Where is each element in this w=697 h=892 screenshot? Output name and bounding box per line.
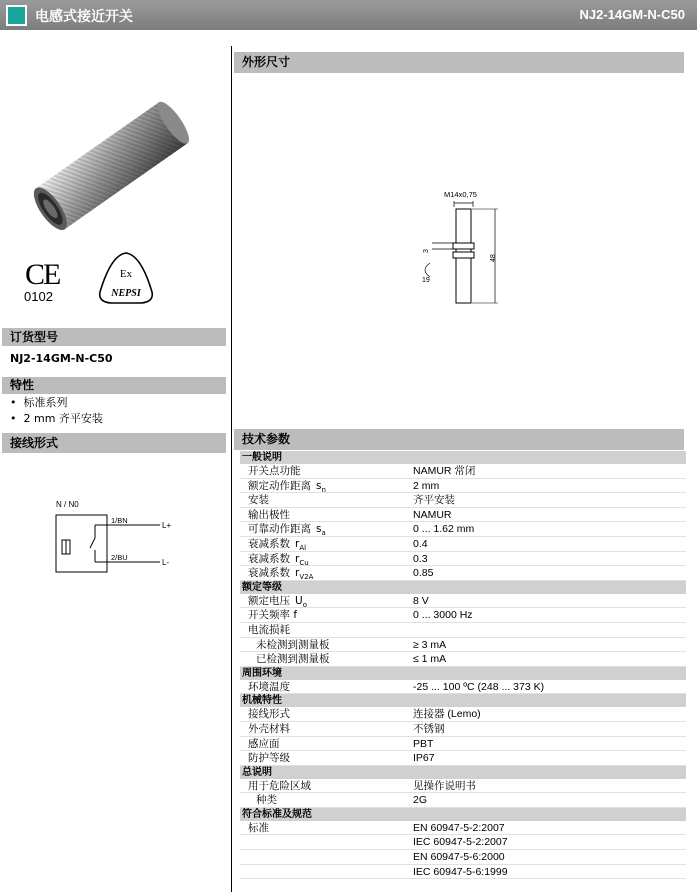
tech-value: 8 V [413,594,429,607]
tech-key: 电流损耗 [248,623,290,636]
tech-key [240,865,413,879]
dims-heading: 外形尺寸 [234,52,684,73]
order-heading: 订货型号 [2,328,226,346]
tech-value: 不锈钢 [413,722,445,735]
tech-value: 齐平安装 [413,494,455,507]
tech-key: 衰减系数 $r_{Cu}$ [248,552,309,567]
tech-row [240,707,686,722]
product-photo [20,60,220,245]
tech-heading: 技术参数 [234,429,684,450]
tech-group-heading: 额定等级 [240,581,686,594]
tech-row [240,680,686,695]
tech-key: 已检测到测量板 [256,653,330,666]
tech-key: 输出极性 [248,508,290,521]
tech-group-heading: 一般说明 [240,451,686,464]
tech-value: IEC 60947-5-6:1999 [413,865,508,878]
tech-row [240,835,686,850]
tech-value: 0.4 [413,537,428,550]
tech-key: 开关点功能 [248,465,301,477]
tech-group-heading: 机械特性 [240,694,686,707]
tech-value: IP67 [413,752,435,765]
wiring-heading: 接线形式 [2,433,226,453]
tech-value: 0 ... 3000 Hz [413,609,473,622]
tech-key: 衰减系数 $r_{V2A}$ [248,567,314,582]
tech-value: EN 60947-5-2:2007 [413,821,505,834]
wiring-lplus: L+ [162,521,172,530]
tech-value: EN 60947-5-6:2000 [413,851,505,864]
wiring-pin2: 2/BU [111,553,128,562]
dimension-drawing [410,185,510,310]
dim-19: 19 [422,277,430,284]
brand-logo [6,5,27,26]
tech-key: 额定电压 $U_o$ [248,594,307,609]
tech-row [240,479,686,494]
tech-row [240,865,686,880]
tech-key: 防护等级 [248,752,290,765]
feature-item: • 2 mm 齐平安装 [10,411,103,427]
tech-row [240,608,686,623]
tech-symbol: r [295,567,300,580]
tech-value: -25 ... 100 ºC (248 ... 373 K) [413,680,545,693]
tech-symbol-sub: n [321,485,326,494]
tech-symbol-sub: Cu [299,558,309,567]
tech-symbol: s [316,479,322,492]
tech-group-heading: 符合标准及规范 [240,808,686,821]
tech-key: 可靠动作距离 $s_a$ [248,523,326,538]
tech-group-heading: 总说明 [240,766,686,779]
tech-key: 感应面 [248,737,280,750]
tech-value [413,623,686,637]
tech-symbol-sub: Al [299,544,307,553]
tech-symbol: r [295,552,300,565]
tech-key: 外壳材料 [248,722,290,735]
tech-key: 开关频率 f [248,609,298,622]
wiring-label-n: N / N0 [56,500,79,509]
column-divider [231,46,232,892]
tech-key [240,850,413,864]
tech-key: 未检测到测量板 [256,638,330,651]
tech-value: ≤ 1 mA [413,653,447,666]
tech-symbol: s [316,523,322,536]
tech-key: 衰减系数 $r_{Al}$ [248,537,307,553]
tech-row [240,594,686,609]
tech-symbol-sub: a [321,529,326,538]
header-model: NJ2-14GM-N-C50 [579,7,685,22]
tech-value: 见操作说明书 [413,779,476,792]
wiring-pin1: 1/BN [111,516,128,525]
tech-row [240,566,686,581]
tech-value: 2G [413,794,428,807]
tech-value: 0 ... 1.62 mm [413,523,475,536]
tech-key: 接线形式 [248,708,290,721]
dim-48: 48 [490,254,497,262]
tech-key: 种类 [256,794,277,807]
tech-key: 用于危险区域 [248,779,311,792]
features-list [10,395,103,427]
nepsi-text: NEPSI [111,288,141,299]
tech-value: NAMUR [413,508,452,521]
ex-text: Ex [119,268,133,280]
tech-key [240,835,413,849]
wiring-lminus: L- [162,558,170,567]
tech-group-heading: 周围环境 [240,667,686,680]
tech-row [240,779,686,794]
tech-value: 连接器 (Lemo) [413,708,481,721]
tech-row [240,623,686,638]
ce-mark: CE [25,258,60,291]
tech-symbol: r [295,537,300,550]
tech-row [240,508,686,523]
tech-row [240,821,686,836]
tech-value: PBT [413,737,434,750]
tech-value: 2 mm [413,479,440,492]
tech-symbol: U [295,594,303,607]
tech-symbol-sub: o [302,600,307,609]
tech-key: 标准 [248,821,269,834]
tech-key: 环境温度 [248,680,290,693]
header-bar [0,0,697,30]
nepsi-ex-logo [96,250,156,308]
tech-row [240,751,686,766]
tech-row [240,652,686,667]
feature-item: • 标准系列 [10,395,103,411]
tech-table [240,451,686,879]
order-model: NJ2-14GM-N-C50 [10,352,113,365]
tech-row [240,537,686,552]
tech-row [240,522,686,537]
tech-value: ≥ 3 mA [413,638,447,651]
dim-3: 3 [423,249,430,253]
tech-row [240,638,686,653]
features-heading: 特性 [2,377,226,394]
tech-value: NAMUR 常闭 [413,465,476,477]
tech-row [240,737,686,752]
tech-row [240,850,686,865]
dim-thread: M14x0,75 [444,190,477,199]
ce-number: 0102 [24,289,53,304]
tech-key: 安装 [248,494,269,507]
tech-value: 0.85 [413,567,434,580]
page-title: 电感式接近开关 [35,9,133,25]
tech-row [240,552,686,567]
wiring-diagram [40,495,190,580]
tech-row [240,493,686,508]
tech-value: IEC 60947-5-2:2007 [413,836,508,849]
tech-value: 0.3 [413,552,428,565]
tech-row [240,793,686,808]
tech-symbol-sub: V2A [299,573,314,582]
tech-row [240,464,686,479]
tech-key: 额定动作距离 $s_n$ [248,479,326,494]
tech-row [240,722,686,737]
